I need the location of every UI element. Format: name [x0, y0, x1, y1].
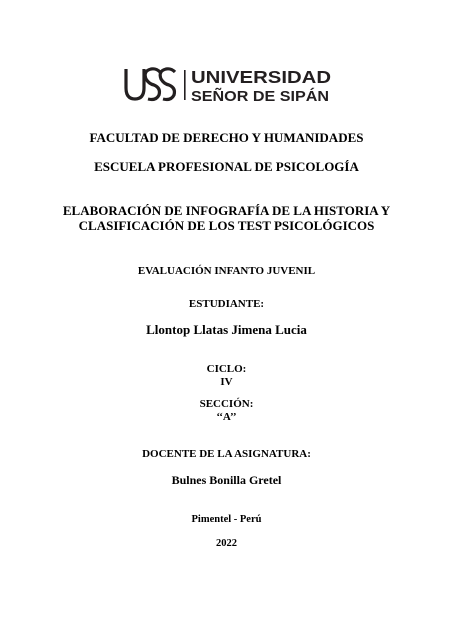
section-value: ‘‘A’’ — [216, 411, 237, 423]
section-label: SECCIÓN: — [199, 398, 254, 410]
cycle-label: CICLO: — [206, 363, 247, 375]
document-title-line-2: CLASIFICACIÓN DE LOS TEST PSICOLÓGICOS — [78, 218, 375, 233]
cycle-value: IV — [220, 376, 233, 388]
uss-monogram-icon — [126, 69, 175, 100]
student-label: ESTUDIANTE: — [188, 298, 265, 310]
document-title — [40, 203, 413, 233]
school-heading: ESCUELA PROFESIONAL DE PSICOLOGÍA — [94, 159, 359, 174]
logo-divider — [184, 70, 186, 100]
logo-line-1: UNIVERSIDAD — [191, 67, 331, 87]
faculty-heading: FACULTAD DE DERECHO Y HUMANIDADES — [89, 130, 364, 145]
year: 2022 — [216, 538, 237, 549]
university-logo — [123, 66, 333, 104]
location: Pimentel - Perú — [191, 514, 262, 525]
student-name: Llontop Llatas Jimena Lucia — [146, 322, 307, 337]
teacher-name: Bulnes Bonilla Gretel — [171, 473, 282, 487]
document-title-line-1: ELABORACIÓN DE INFOGRAFÍA DE LA HISTORIA Y — [62, 203, 391, 218]
logo-line-2: SEÑOR DE SIPÁN — [191, 88, 320, 104]
course-name: EVALUACIÓN INFANTO JUVENIL — [137, 265, 316, 277]
teacher-label: DOCENTE DE LA ASIGNATURA: — [142, 448, 311, 460]
